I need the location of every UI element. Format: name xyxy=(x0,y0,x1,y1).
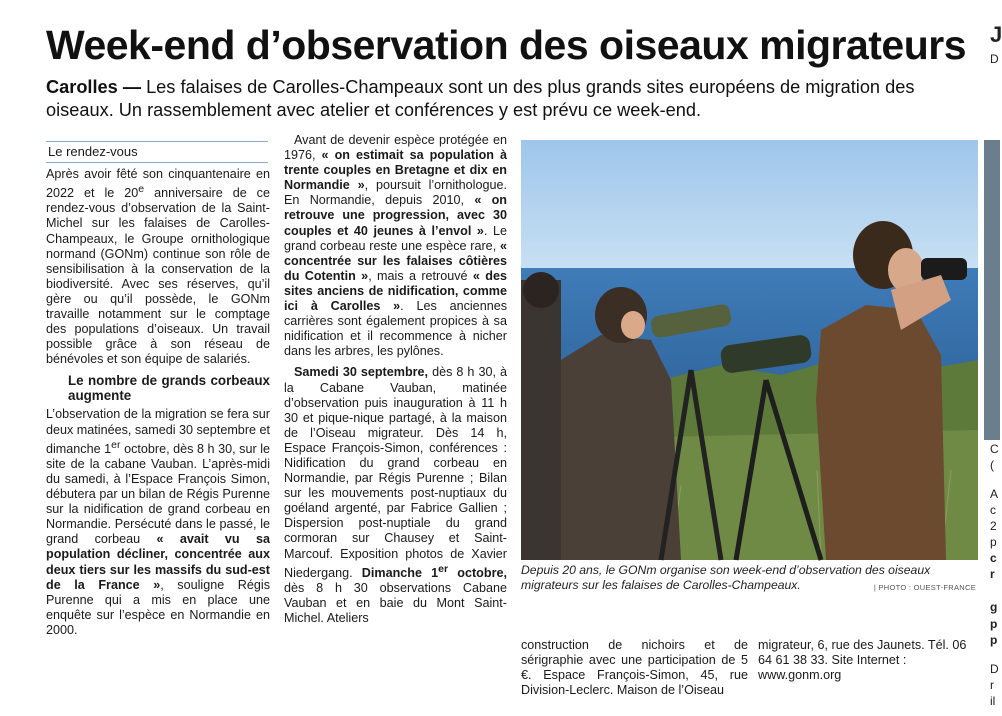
binoculars xyxy=(921,258,967,280)
dateline-location: Carolles — xyxy=(46,77,142,97)
edge-glyph: g xyxy=(990,600,998,614)
edge-glyph: il xyxy=(990,694,996,708)
quote: « avait vu sa population décliner, concentrée aux deux tiers sur les massifs du sud-est de la France » xyxy=(46,532,270,592)
edge-glyph: p xyxy=(990,535,997,549)
text-run: , mais a retrouvé xyxy=(368,268,473,283)
text-run: L’observation de la migration se fera sur deux matinées, samedi 30 septembre et dimanche 1 xyxy=(46,407,271,456)
paragraph-intro xyxy=(46,167,270,367)
quote: « des sites anciens de nidification, comme ici à Carolles » xyxy=(284,268,507,314)
text-run: dès 8 h 30 observations Cabane Vauban et en baie du Mont Saint-Michel. Ateliers xyxy=(284,580,507,626)
text-run: octobre, dès 8 h 30, sur le site de la cabane Vauban. L’après-midi du samedi, à l’Espace François Simon, débutera par un bilan de Régis Purenne sur la nidification de grand corbeau en Normandie. Persécuté dans le passé, le grand corbeau xyxy=(46,441,270,547)
edge-glyph: A xyxy=(990,487,999,501)
edge-glyph: p xyxy=(990,633,998,647)
article-photo xyxy=(521,140,978,560)
quote: « on retrouve une progression, avec 30 couples et 40 jeunes à l’envol » xyxy=(284,193,507,238)
text-run: . Le grand corbeau reste une espèce rare, xyxy=(284,223,507,253)
superscript: er xyxy=(438,562,449,575)
paragraph-migration xyxy=(46,407,270,638)
quote: « on estimait sa population à trente couples en Bretagne et dix en Normandie » xyxy=(284,148,507,193)
edge-glyph: J xyxy=(990,22,1002,47)
text-run: octobre, xyxy=(448,565,507,580)
text-run: dès 8 h 30, à la Cabane Vauban, matinée d’observation puis inauguration à 11 h 30 et pique-nique partagé, à la maison de l’Oiseau migrateur. Dès 14 h, Espace François-Simon, conférences : Nidification du grand corbeau en Normandie, par Régis Purenne ; Bilan sur les mouvements post-nuptiaux du goéland argenté, par Fabrice Gallien ; Dispersion post-nuptiale du grand cormoran sur Chausey et Saint-Marcouf. Exposition photos de Xavier Niedergang. xyxy=(284,365,507,580)
paragraph-raven xyxy=(284,133,507,359)
adjacent-article-edge xyxy=(984,0,1000,716)
superscript: er xyxy=(111,438,121,451)
text-run: Après avoir fêté son cinquantenaire en 2022 et le 20 xyxy=(46,167,270,201)
column-1 xyxy=(46,167,270,638)
edge-glyph: ( xyxy=(990,458,994,472)
rendez-vous-box: Le rendez-vous xyxy=(46,141,268,163)
standfirst-text: Les falaises de Carolles-Champeaux sont un des plus grands sites européens de migration des oiseaux. Un rassemblement avec atelier et conférences y est prévu ce week-end. xyxy=(46,77,915,120)
text-run: Dimanche 1 xyxy=(361,565,439,580)
text-run: , souligne Régis Purenne qui a mis en place une enquête sur l’espèce en Normandie en 2000. xyxy=(46,577,270,637)
person-left xyxy=(521,272,561,560)
text-run: Avant de devenir espèce protégée en 1976, xyxy=(284,133,507,163)
photo-illustration xyxy=(521,140,978,560)
date-saturday: Samedi 30 septembre, xyxy=(294,365,429,380)
photo-credit: | PHOTO : OUEST-FRANCE xyxy=(873,583,976,592)
subheading: Le nombre de grands corbeaux augmente xyxy=(68,373,270,404)
edge-glyph: p xyxy=(990,617,998,631)
edge-glyph: c xyxy=(990,503,996,517)
edge-glyph: D xyxy=(990,662,999,676)
superscript: e xyxy=(138,183,145,196)
edge-glyph: C xyxy=(990,442,999,456)
text-run: . Les anciennes carrières sont également propices à sa nidification et il recommence à nicher dans les arbres, les pylônes. xyxy=(284,299,507,359)
date-sunday xyxy=(361,562,507,580)
edge-glyph: D xyxy=(990,52,999,66)
edge-glyph: 2 xyxy=(990,519,997,533)
edge-glyph: r xyxy=(990,678,994,692)
column-3: construction de nichoirs et de sérigraphie avec une participation de 5 €. Espace François-Simon, 45, rue Division-Leclerc. Maison de l’Oiseau xyxy=(521,638,748,698)
paragraph-programme xyxy=(284,365,507,626)
text-run: anniversaire de ce rendez-vous d’observation de la Saint-Michel sur les falaises de Carolles-Champeaux, le Groupe ornithologique normand (GONm) continue son rôle de sensibilisation à la conservation de la biodiversité. Avec ses réserves, qu’il gère ou qu’il possède, le GONm travaille notamment sur le comptage des populations d’oiseaux. Un travail possible grâce à son réseau de bénévoles et son équipe de salariés. xyxy=(46,186,270,367)
column-4: migrateur, 6, rue des Jaunets. Tél. 06 64 61 38 33. Site Internet : www.gonm.org xyxy=(758,638,967,683)
text-run: , poursuit l’ornithologue. En Normandie, depuis 2010, xyxy=(284,178,507,208)
standfirst xyxy=(46,76,976,122)
quote: « concentrée sur les falaises côtières du Cotentin » xyxy=(284,238,507,283)
headline: Week-end d’observation des oiseaux migrateurs xyxy=(46,22,967,68)
caption-text: Depuis 20 ans, le GONm organise son week-end d’observation des oiseaux migrateurs sur les falaises de Carolles-Champeaux. xyxy=(521,563,931,592)
edge-glyph: r xyxy=(990,567,995,581)
adjacent-photo xyxy=(984,140,1000,440)
edge-glyph: c xyxy=(990,551,997,565)
column-2 xyxy=(284,133,507,626)
